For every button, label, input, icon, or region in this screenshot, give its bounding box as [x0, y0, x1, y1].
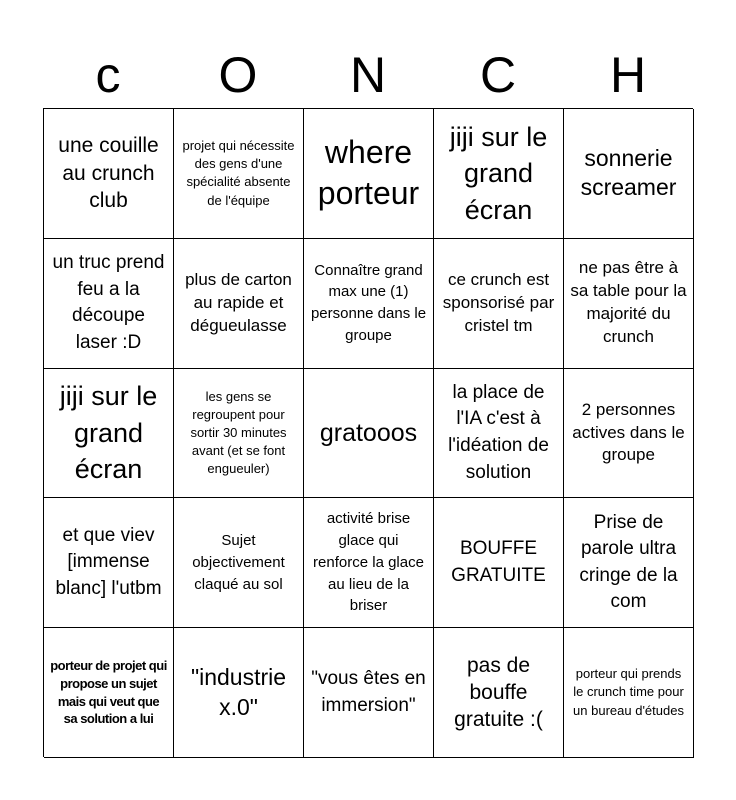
bingo-cell[interactable]: une couille au crunch club: [44, 109, 174, 239]
header-letter-5: H: [609, 47, 647, 103]
bingo-cell[interactable]: porteur qui prends le crunch time pour un bureau d'études: [564, 628, 694, 758]
header-letter-3: N: [349, 47, 387, 103]
bingo-cell[interactable]: projet qui nécessite des gens d'une spécialité absente de l'équipe: [174, 109, 304, 239]
bingo-cell[interactable]: les gens se regroupent pour sortir 30 minutes avant (et se font engueuler): [174, 369, 304, 499]
bingo-cell[interactable]: sonnerie screamer: [564, 109, 694, 239]
header-letter-4: C: [479, 47, 517, 103]
bingo-cell[interactable]: porteur de projet qui propose un sujet mais qui veut que sa solution a lui: [44, 628, 174, 758]
bingo-cell[interactable]: et que viev [immense blanc] l'utbm: [44, 498, 174, 628]
bingo-cell[interactable]: un truc prend feu a la découpe laser :D: [44, 239, 174, 369]
bingo-cell[interactable]: ce crunch est sponsorisé par cristel tm: [434, 239, 564, 369]
bingo-cell[interactable]: plus de carton au rapide et dégueulasse: [174, 239, 304, 369]
bingo-cell[interactable]: Sujet objectivement claqué au sol: [174, 498, 304, 628]
bingo-cell[interactable]: where porteur: [304, 109, 434, 239]
bingo-cell[interactable]: 2 personnes actives dans le groupe: [564, 369, 694, 499]
header-letter-1: c: [95, 47, 121, 103]
bingo-cell[interactable]: ne pas être à sa table pour la majorité du crunch: [564, 239, 694, 369]
bingo-cell[interactable]: jiji sur le grand écran: [44, 369, 174, 499]
bingo-grid: [43, 108, 693, 757]
bingo-cell[interactable]: "industrie x.0": [174, 628, 304, 758]
bingo-cell[interactable]: "vous êtes en immersion": [304, 628, 434, 758]
bingo-cell[interactable]: la place de l'IA c'est à l'idéation de solution: [434, 369, 564, 499]
bingo-cell[interactable]: pas de bouffe gratuite :(: [434, 628, 564, 758]
bingo-cell[interactable]: Connaître grand max une (1) personne dans le groupe: [304, 239, 434, 369]
bingo-cell[interactable]: Prise de parole ultra cringe de la com: [564, 498, 694, 628]
bingo-cell[interactable]: jiji sur le grand écran: [434, 109, 564, 239]
header-letter-2: O: [218, 47, 258, 103]
bingo-cell[interactable]: BOUFFE GRATUITE: [434, 498, 564, 628]
bingo-cell[interactable]: activité brise glace qui renforce la glace au lieu de la briser: [304, 498, 434, 628]
bingo-cell[interactable]: gratooos: [304, 369, 434, 499]
bingo-header: [43, 40, 693, 108]
